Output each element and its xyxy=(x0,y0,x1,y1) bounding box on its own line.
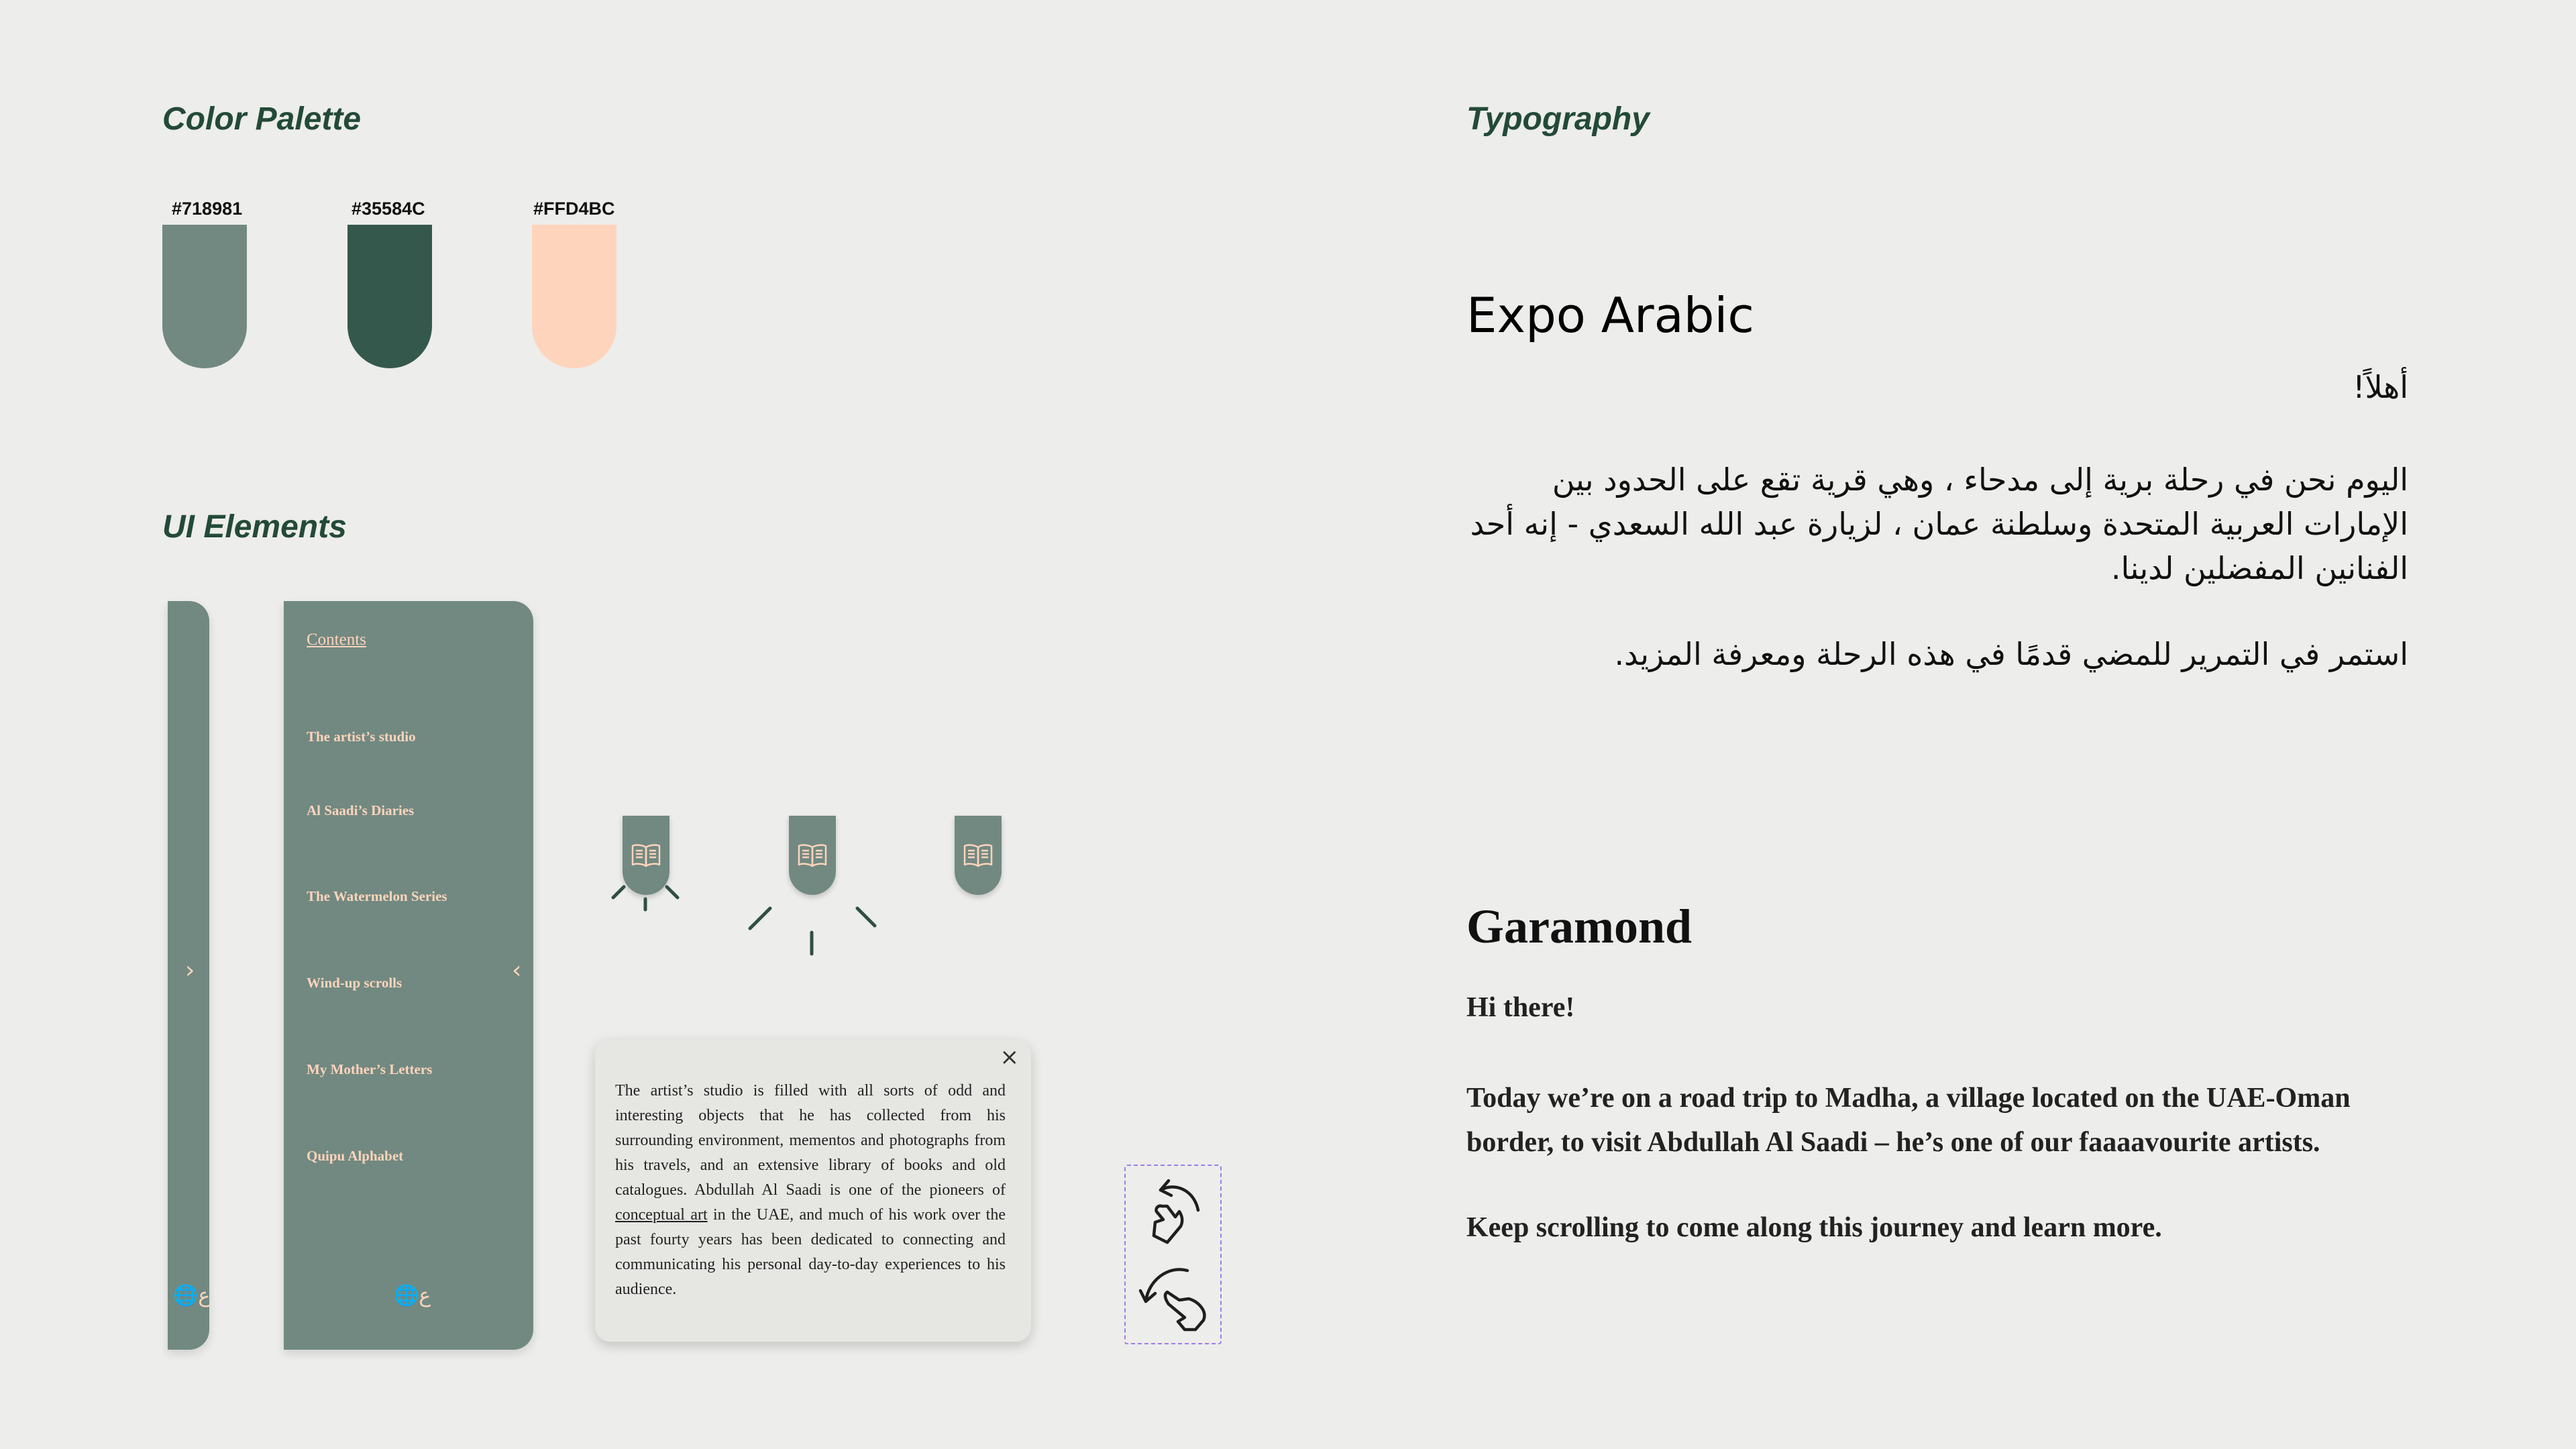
book-tab[interactable] xyxy=(789,816,836,895)
ui-elements-title: UI Elements xyxy=(162,509,347,545)
toc-item-wind-up[interactable]: Wind-up scrolls xyxy=(307,975,402,991)
close-icon[interactable]: × xyxy=(1000,1044,1019,1071)
toc-item-diaries[interactable]: Al Saadi’s Diaries xyxy=(307,802,415,818)
swatch-chip xyxy=(162,225,247,368)
arabic-paragraph xyxy=(1466,458,2408,590)
contents-title[interactable]: Contents xyxy=(307,631,366,649)
expo-arabic-heading: Expo Arabic xyxy=(1466,287,1755,343)
swatch-chip xyxy=(532,225,616,368)
swipe-down-gesture-icon xyxy=(1138,1260,1212,1340)
conceptual-art-link[interactable]: conceptual art xyxy=(615,1206,708,1224)
swatch xyxy=(532,199,616,368)
book-icon xyxy=(796,842,828,869)
swatch-label: #35584C xyxy=(352,199,425,219)
arabic-closing: استمر في التمرير للمضي قدمًا في هذه الرحلة ومعرفة المزيد. xyxy=(1614,636,2408,672)
toc-item-letters[interactable]: My Mother’s Letters xyxy=(307,1061,433,1077)
garamond-closing: Keep scrolling to come along this journey and learn more. xyxy=(1466,1212,2162,1243)
chevron-right-icon[interactable]: › xyxy=(185,957,195,984)
tap-rays-large xyxy=(745,903,879,957)
swatch xyxy=(347,199,432,368)
info-card xyxy=(595,1040,1031,1342)
info-card-text xyxy=(615,1079,1006,1302)
swipe-up-gesture-icon xyxy=(1140,1173,1208,1253)
swatch xyxy=(162,199,247,368)
chevron-left-icon[interactable]: ‹ xyxy=(512,957,522,984)
collapsed-sidebar[interactable] xyxy=(168,601,209,1350)
book-icon xyxy=(630,842,662,869)
gesture-hint-box xyxy=(1124,1165,1222,1344)
toc-item-artists-studio[interactable]: The artist’s studio xyxy=(307,729,416,745)
language-icon[interactable]: 🌐ع xyxy=(394,1284,431,1307)
toc-item-watermelon[interactable]: The Watermelon Series xyxy=(307,888,447,904)
garamond-heading: Garamond xyxy=(1466,900,1693,953)
arabic-greeting: أهلاً! xyxy=(2353,369,2408,405)
book-icon xyxy=(962,842,994,869)
tap-rays-small xyxy=(604,883,688,915)
arabic-paragraph-text: اليوم نحن في رحلة برية إلى مدحاء ، وهي قرية تقع على الحدود بين الإمارات العربية المتحدة وسلطنة عمان ، لزيارة عبد الله السعدي - إنه أحد الفنانين المفضلين لدينا. xyxy=(1470,462,2408,586)
typography-title: Typography xyxy=(1466,101,1650,137)
swatch-label: #FFD4BC xyxy=(533,199,615,219)
color-palette-title: Color Palette xyxy=(162,101,362,137)
swatch-chip xyxy=(347,225,432,368)
garamond-paragraph: Today we’re on a road trip to Madha, a village located on the UAE-Oman border, to visit Abdullah Al Saadi – he’s one of our faaaavourite artists. xyxy=(1466,1083,2351,1158)
info-text-part: The artist’s studio is filled with all sorts of odd and interesting objects that he has collected from his surrounding environment, mementos and photographs from his travels, and an extensive library of books and old catalogues. Abdullah Al Saadi is one of the pioneers of xyxy=(615,1082,1006,1199)
contents-sidebar xyxy=(284,601,533,1350)
info-text-part: in the UAE, and much of his work over the past fourty years has been dedicated to connecting and communicating his personal day-to-day experiences to his audience. xyxy=(615,1206,1006,1298)
language-icon[interactable]: 🌐ع xyxy=(173,1284,211,1307)
book-tab[interactable] xyxy=(955,816,1002,895)
garamond-greeting: Hi there! xyxy=(1466,992,1575,1023)
toc-item-quipu[interactable]: Quipu Alphabet xyxy=(307,1148,404,1164)
swatch-label: #718981 xyxy=(172,199,243,219)
